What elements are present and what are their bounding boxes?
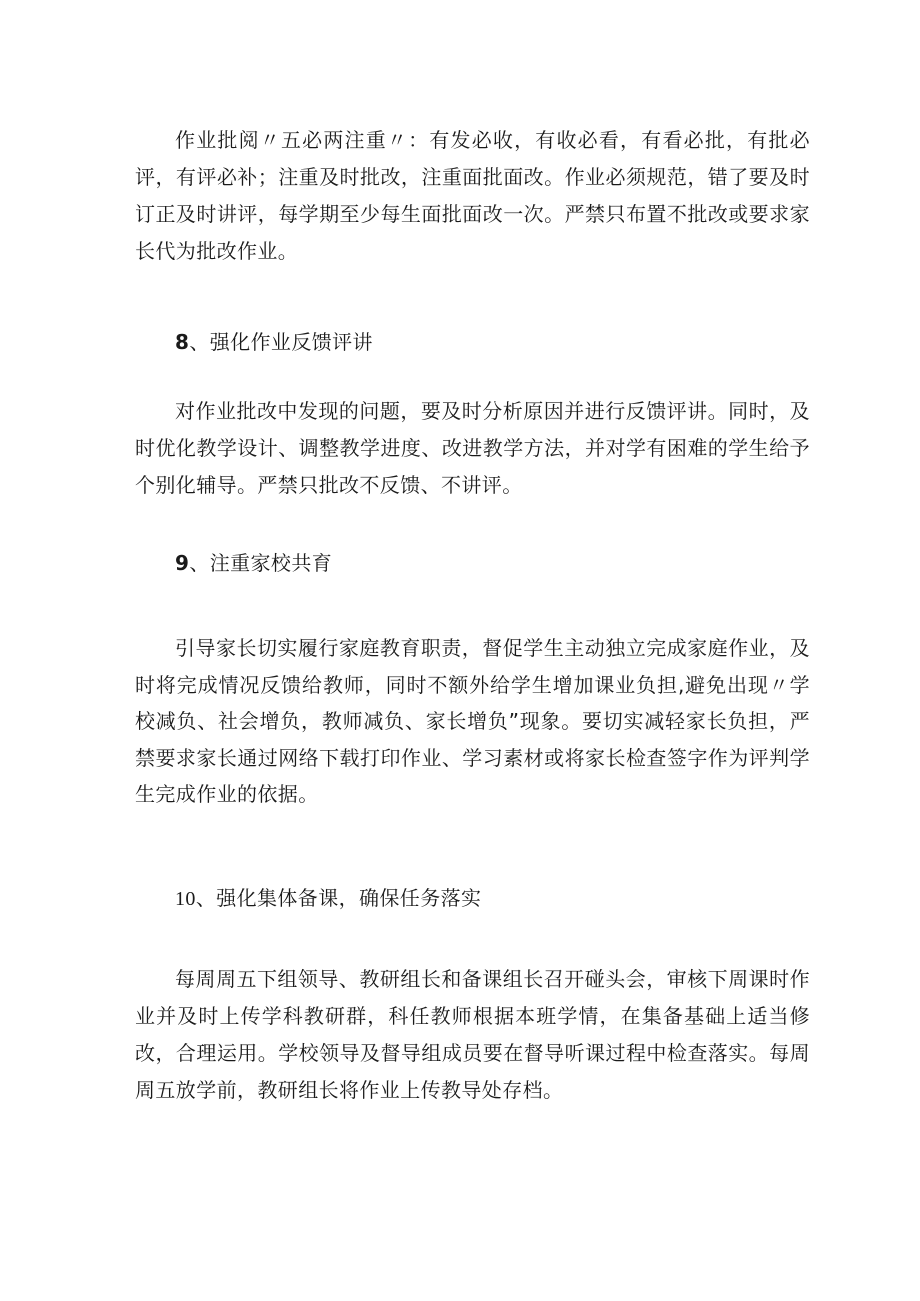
section-heading-8 — [175, 327, 373, 357]
section-heading-10 — [175, 883, 481, 914]
paragraph-feedback: 对作业批改中发现的问题，要及时分析原因并进行反馈评讲。同时，及时优化教学设计、调整教学进度、改进教学方法，并对学有困难的学生给予个别化辅导。严禁只批改不反馈、不讲评。 — [135, 399, 810, 497]
paragraph-lesson-prep: 每周周五下组领导、教研组长和备课组长召开碰头会，审核下周课时作业并及时上传学科教研群，科任教师根据本班学情，在集备基础上适当修改，合理运用。学校领导及督导组成员要在督导听课过程中检查落实。每周周五放学前，教研组长将作业上传教导处存档。 — [135, 967, 810, 1102]
section-number: 9 — [175, 551, 190, 575]
section-number: 10 — [175, 888, 196, 910]
section-number: 8 — [175, 330, 190, 354]
paragraph-home-school: 引导家长切实履行家庭教育职责，督促学生主动独立完成家庭作业，及时将完成情况反馈给教师，同时不额外给学生增加课业负担,避免出现〃学校减负、社会增负，教师减负、家长增负”现象。要切实减轻家长负担，严禁要求家长通过网络下载打印作业、学习素材或将家长检查签字作为评判学生完成作业的依据。 — [135, 636, 810, 806]
section-title: 、注重家校共育 — [189, 551, 333, 575]
section-title: 、强化作业反馈评讲 — [189, 330, 373, 354]
section-title: 、强化集体备课，确保任务落实 — [195, 886, 482, 910]
section-heading-9 — [175, 548, 332, 578]
paragraph-homework-grading: 作业批阅〃五必两注重〃：有发必收，有收必看，有看必批，有批必评，有评必补；注重及时批改，注重面批面改。作业必须规范，错了要及时订正及时讲评，每学期至少每生面批面改一次。严禁只布置不批改或要求家长代为批改作业。 — [135, 128, 810, 263]
